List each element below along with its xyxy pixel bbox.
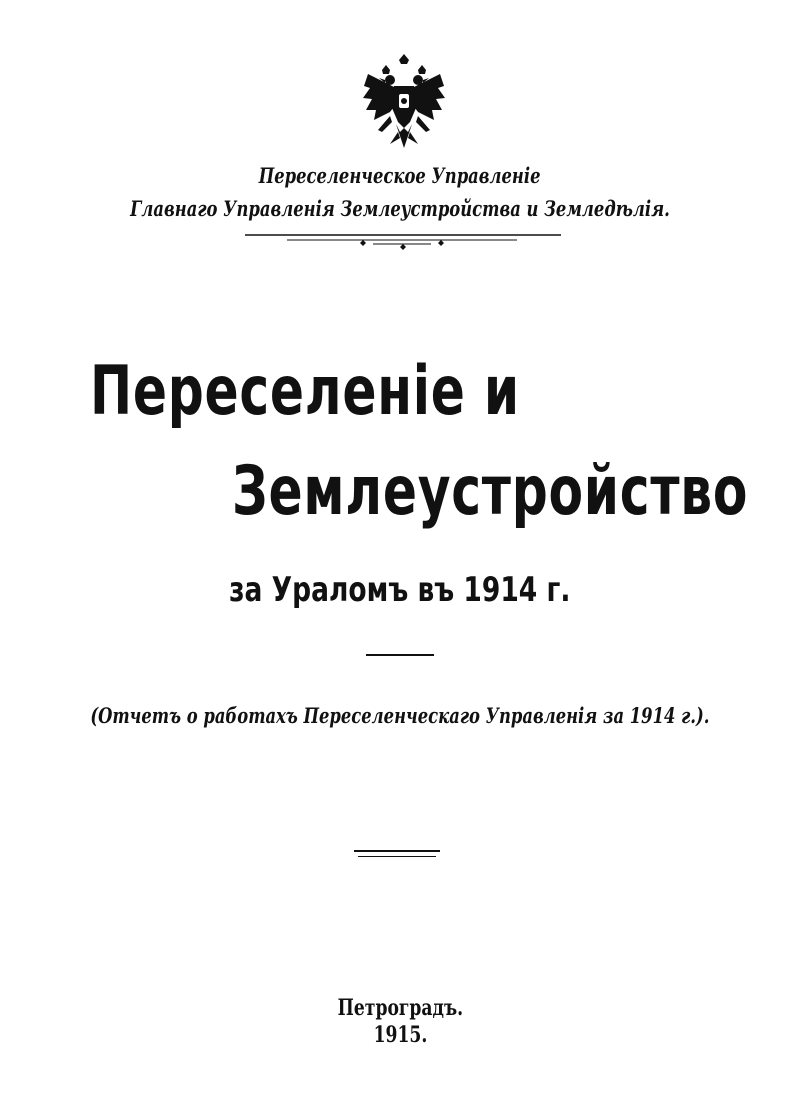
department-name: Переселенческое Управленіе <box>259 163 541 188</box>
main-title-line-2: Землеустройство <box>232 452 749 531</box>
double-rule-top <box>354 850 440 852</box>
ministry-name: Главнаго Управленія Землеустройства и Земледѣлія. <box>130 196 670 221</box>
ornamental-divider <box>245 230 561 252</box>
divider-line <box>366 654 434 656</box>
subtitle: за Ураломъ въ 1914 г. <box>229 570 571 610</box>
report-note: (Отчетъ о работахъ Переселенческаго Управленія за 1914 г.). <box>90 703 710 728</box>
main-title-line-1: Переселеніе и <box>90 352 520 431</box>
imprint-year: 1915. <box>373 1022 427 1048</box>
imprint-city: Петроградъ. <box>337 995 463 1021</box>
double-headed-eagle-icon <box>360 52 448 154</box>
double-rule-bottom <box>358 856 436 857</box>
